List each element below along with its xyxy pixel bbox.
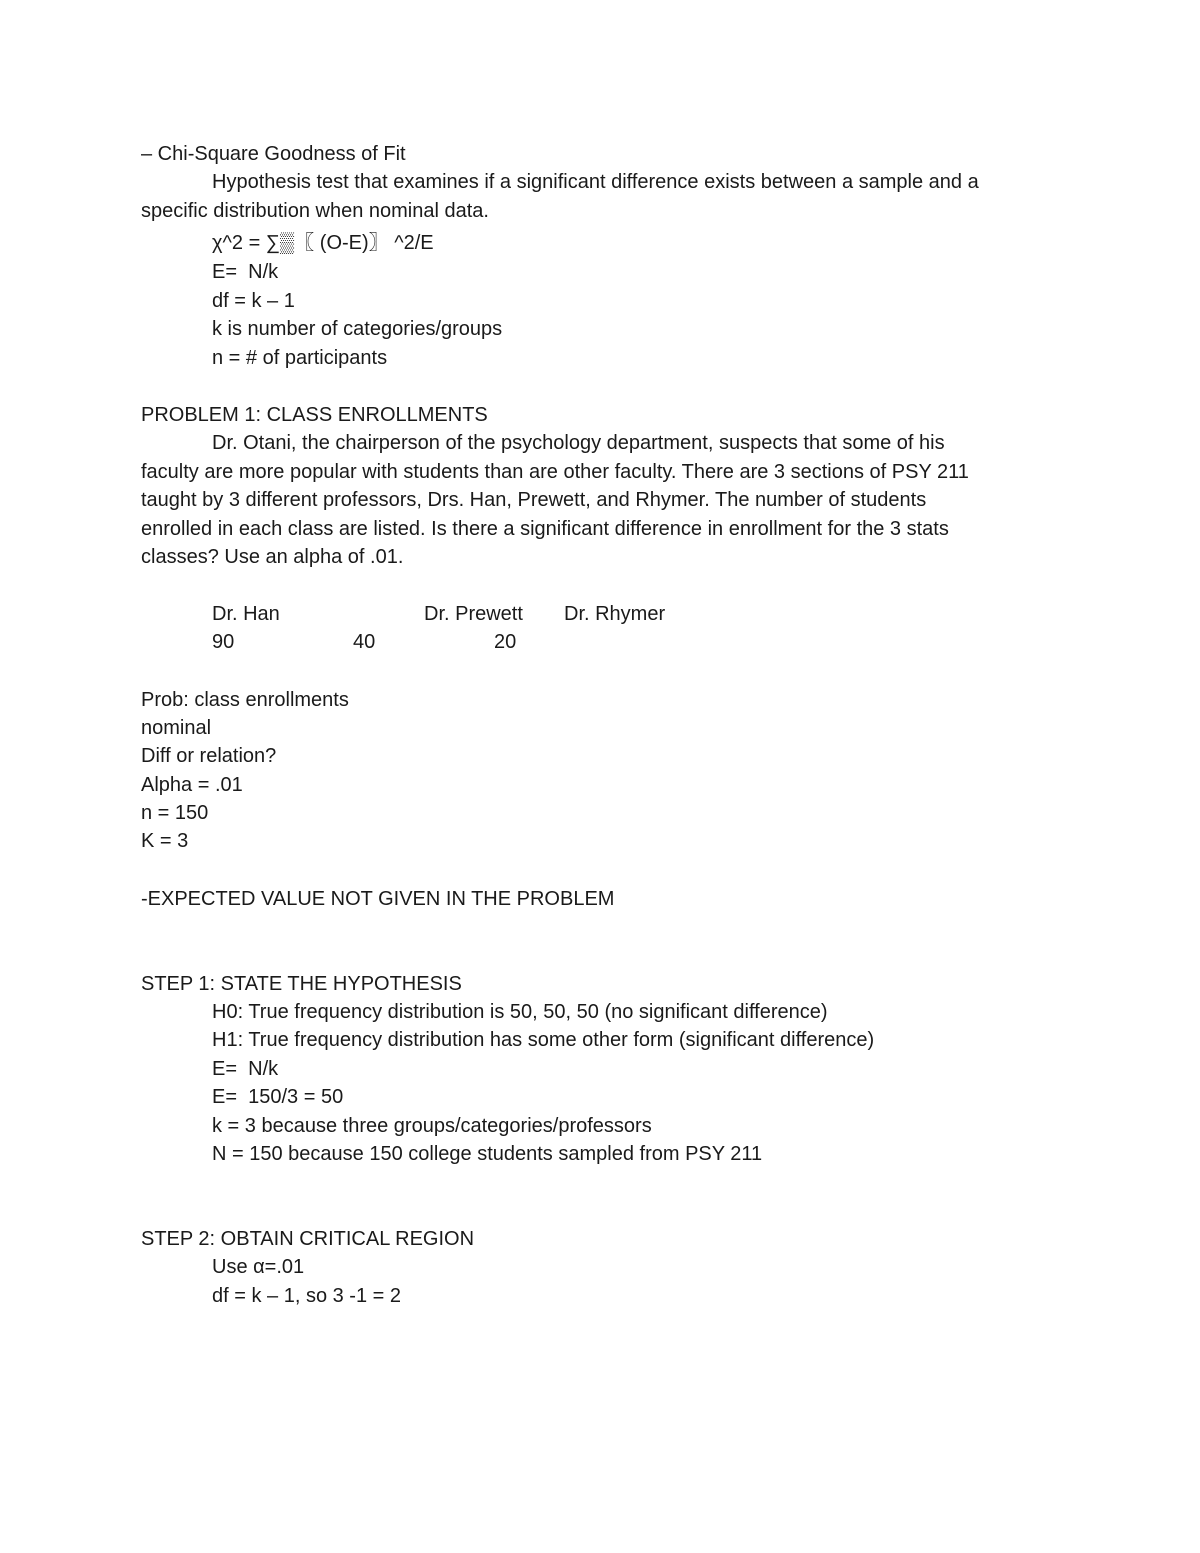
step1-line: k = 3 because three groups/categories/professors	[212, 1115, 652, 1137]
problem-text-line: classes? Use an alpha of .01.	[141, 546, 404, 568]
table-value: 40	[353, 631, 376, 653]
step2-line: df = k – 1, so 3 -1 = 2	[212, 1285, 402, 1307]
problem-title: PROBLEM 1: CLASS ENROLLMENTS	[141, 404, 488, 426]
step1-line: H1: True frequency distribution has some other form (significant difference)	[212, 1029, 875, 1051]
step2-title: STEP 2: OBTAIN CRITICAL REGION	[141, 1228, 475, 1250]
table-header: Dr. Han	[212, 603, 280, 625]
expected-formula: E= N/k	[212, 261, 279, 283]
step2-line: Use α=.01	[212, 1256, 305, 1278]
step1-line: E= N/k	[212, 1058, 279, 1080]
definition-line: Hypothesis test that examines if a significant difference exists between a sample and a	[212, 171, 979, 193]
df-formula: df = k – 1	[212, 290, 295, 312]
problem-text-line: Dr. Otani, the chairperson of the psychology department, suspects that some of his	[212, 432, 945, 454]
summary-line: Prob: class enrollments	[141, 689, 349, 711]
table-value: 20	[494, 631, 517, 653]
problem-text-line: taught by 3 different professors, Drs. Han, Prewett, and Rhymer. The number of students	[141, 489, 927, 511]
n-definition: n = # of participants	[212, 347, 388, 369]
step1-line: H0: True frequency distribution is 50, 50, 50 (no significant difference)	[212, 1001, 828, 1023]
chi-square-formula: χ^2 = ∑▒〖 (O-E)〗 ^2/E	[212, 232, 434, 254]
summary-line: Alpha = .01	[141, 774, 243, 796]
step1-title: STEP 1: STATE THE HYPOTHESIS	[141, 973, 462, 995]
summary-line: n = 150	[141, 802, 209, 824]
table-value: 90	[212, 631, 235, 653]
step1-line: E= 150/3 = 50	[212, 1086, 344, 1108]
expected-value-note: -EXPECTED VALUE NOT GIVEN IN THE PROBLEM	[141, 888, 615, 910]
problem-text-line: enrolled in each class are listed. Is there a significant difference in enrollment for the 3 stats	[141, 518, 949, 540]
section-title: – Chi-Square Goodness of Fit	[141, 143, 406, 165]
definition-line: specific distribution when nominal data.	[141, 200, 489, 222]
step1-line: N = 150 because 150 college students sampled from PSY 211	[212, 1143, 763, 1165]
k-definition: k is number of categories/groups	[212, 318, 503, 340]
summary-line: Diff or relation?	[141, 745, 277, 767]
summary-line: K = 3	[141, 830, 189, 852]
table-header: Dr. Prewett	[424, 603, 523, 625]
summary-line: nominal	[141, 717, 212, 739]
problem-text-line: faculty are more popular with students than are other faculty. There are 3 sections of PSY 211	[141, 461, 969, 483]
table-header: Dr. Rhymer	[564, 603, 666, 625]
